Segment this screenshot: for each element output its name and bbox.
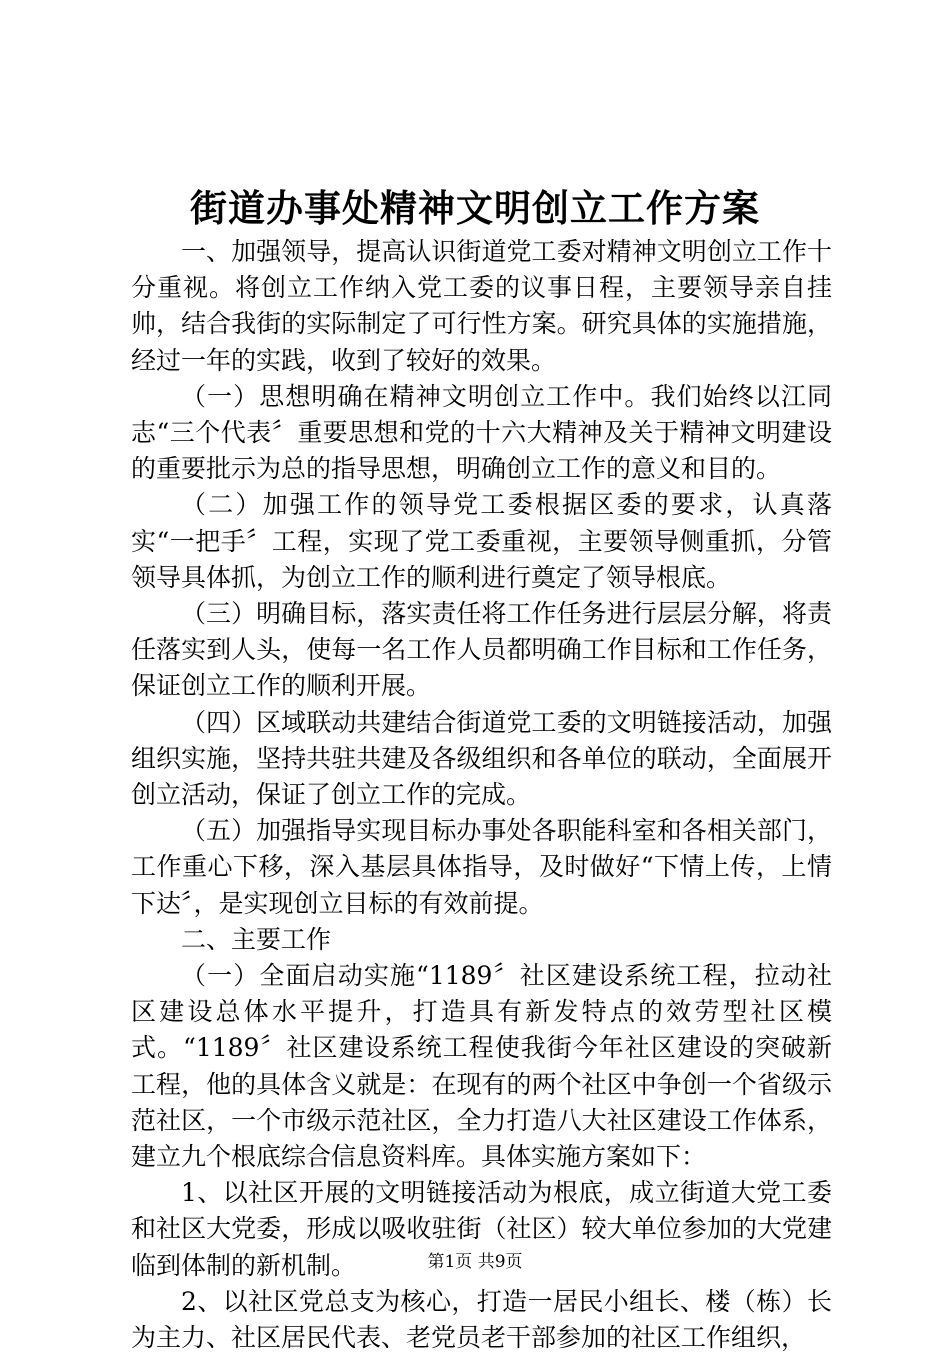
section-heading-main-work: 二、主要工作 [181, 924, 332, 954]
paragraph-1189-project: （一）全面启动实施“1189〞社区建设系统工程，拉动社区建设总体水平提升，打造具有新发特点的效劳型社区模式。“1189〞社区建设系统工程使我街今年社区建设的突破新工程，他的具体含义就是：在现有的两个社区中争创一个省级示范社区，一个市级示范社区，全力打造八大社区建设工作体系，建立九个根底综合信息资料库。具体实施方案如下： [131, 961, 832, 1172]
document-body [131, 234, 832, 1356]
paragraph-leadership: 一、加强领导，提高认识街道党工委对精神文明创立工作十分重视。将创立工作纳入党工委的议事日程，主要领导亲自挂帅，结合我街的实际制定了可行性方案。研究具体的实施措施，经过一年的实践，收到了较好的效果。 [131, 237, 832, 375]
page-number-footer: 第1页 共9页 [427, 1252, 523, 1272]
paragraph-item-5: （五）加强指导实现目标办事处各职能科室和各相关部门，工作重心下移，深入基层具体指导，及时做好“下情上传，上情下达〞，是实现创立目标的有效前提。 [131, 816, 832, 918]
paragraph-step-1: 1、以社区开展的文明链接活动为根底，成立街道大党工委和社区大党委，形成以吸收驻街（社区）较大单位参加的大党建临到体制的新机制。 [131, 1178, 832, 1280]
paragraph-item-2: （二）加强工作的领导党工委根据区委的要求，认真落实“一把手〞工程，实现了党工委重视，主要领导侧重抓，分管领导具体抓，为创立工作的顺利进行奠定了领导根底。 [131, 490, 832, 592]
paragraph-item-1: （一）思想明确在精神文明创立工作中。我们始终以江同志“三个代表〞重要思想和党的十六大精神及关于精神文明建设的重要批示为总的指导思想，明确创立工作的意义和目的。 [131, 381, 832, 484]
paragraph-item-4: （四）区域联动共建结合街道党工委的文明链接活动，加强组织实施，坚持共驻共建及各级组织和各单位的联动，全面展开创立活动，保证了创立工作的完成。 [131, 707, 832, 810]
paragraph-item-3: （三）明确目标，落实责任将工作任务进行层层分解，将责任落实到人头，使每一名工作人员都明确工作目标和工作任务，保证创立工作的顺利开展。 [131, 599, 832, 701]
document-title: 街道办事处精神文明创立工作方案 [190, 186, 760, 230]
paragraph-step-2: 2、以社区党总支为核心，打造一居民小组长、楼（栋）长为主力、社区居民代表、老党员老干部参加的社区工作组织， [131, 1286, 832, 1353]
